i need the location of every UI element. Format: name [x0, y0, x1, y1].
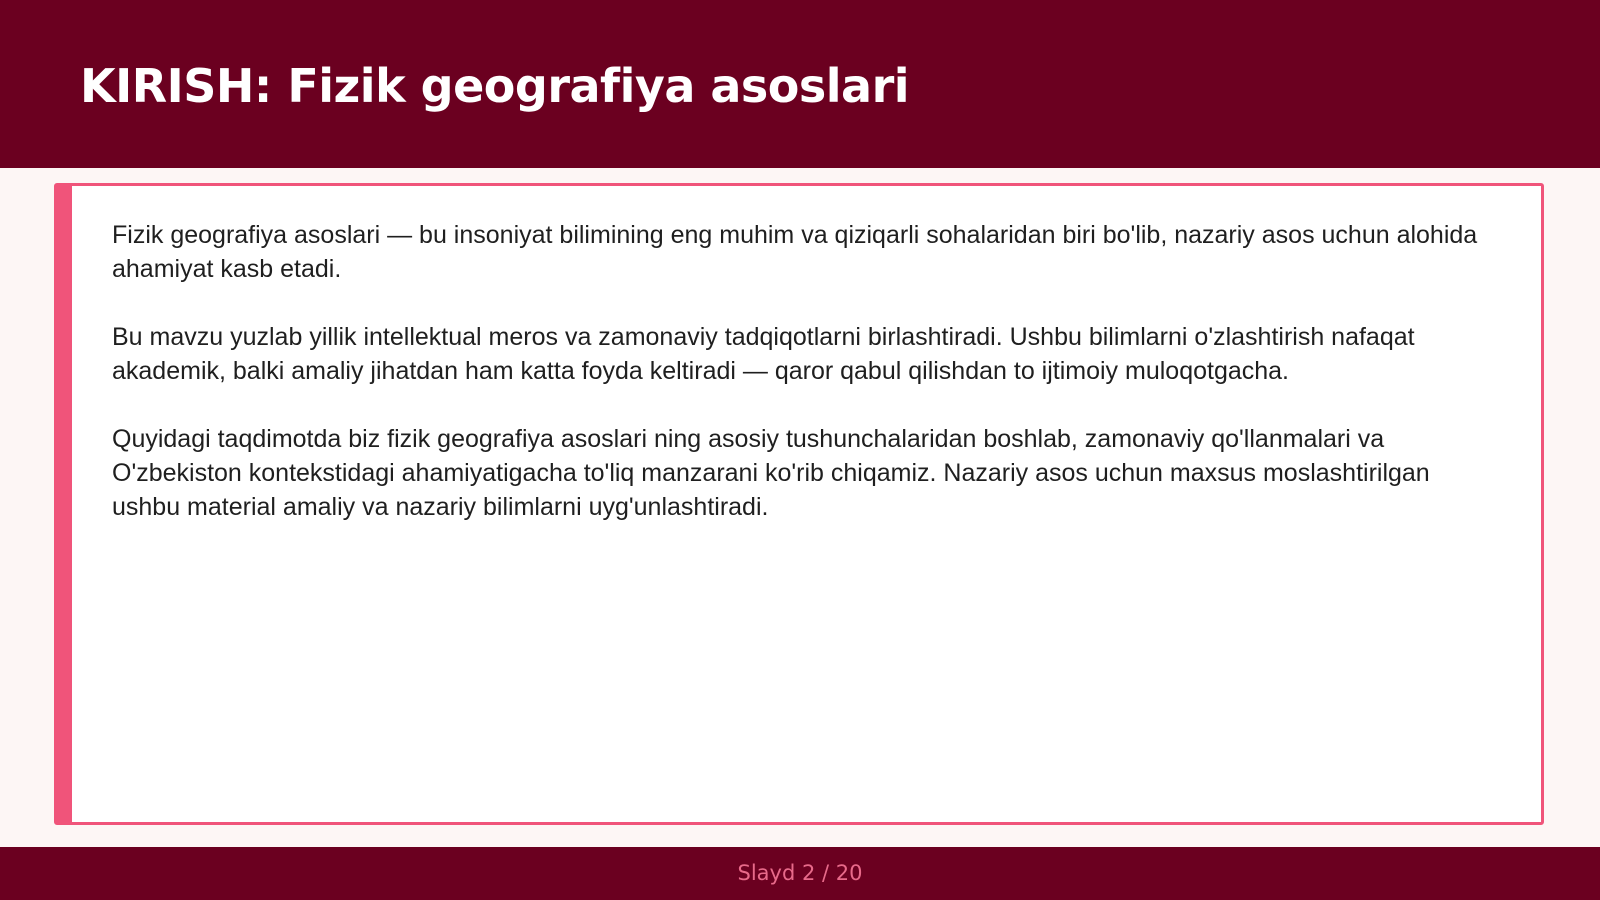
slide-counter: Slayd 2 / 20	[737, 861, 863, 885]
content-card	[54, 183, 1544, 825]
paragraph-2: Bu mavzu yuzlab yillik intellektual meros va zamonaviy tadqiqotlarni birlashtiradi. Ushbu bilimlarni o'zlashtirish nafaqat akademik, balki amaliy jihatdan ham katta foyda keltiradi — qaror qabul qilishdan to ijtimoiy muloqotgacha.	[112, 323, 1415, 385]
slide-footer	[0, 847, 1600, 900]
slide-title: KIRISH: Fizik geografiya asoslari	[80, 59, 910, 113]
content-body	[112, 218, 1502, 558]
slide-header	[0, 0, 1600, 168]
paragraph-3: Quyidagi taqdimotda biz fizik geografiya asoslari ning asosiy tushunchalaridan boshlab, zamonaviy qo'llanmalari va O'zbekiston kontekstidagi ahamiyatigacha to'liq manzarani ko'rib chiqamiz. Nazariy asos uchun maxsus moslashtirilgan ushbu material amaliy va nazariy bilimlarni uyg'unlashtiradi.	[112, 425, 1430, 521]
paragraph-1: Fizik geografiya asoslari — bu insoniyat bilimining eng muhim va qiziqarli sohalaridan biri bo'lib, nazariy asos uchun alohida ahamiyat kasb etadi.	[112, 221, 1478, 283]
